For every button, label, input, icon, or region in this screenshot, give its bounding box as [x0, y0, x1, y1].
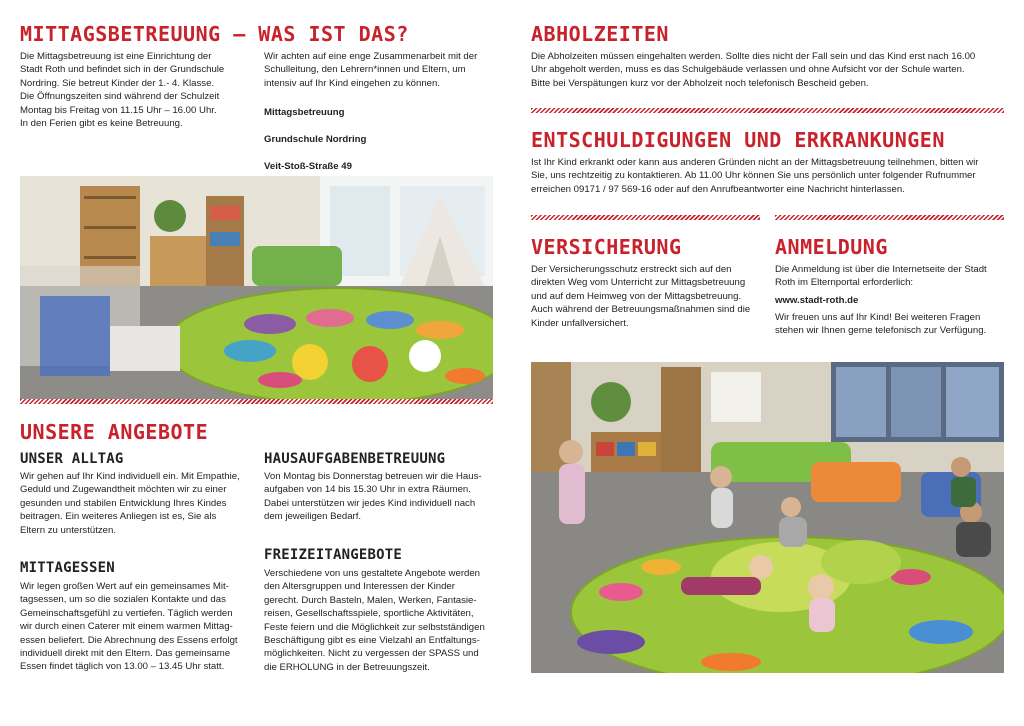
anmeldung-text-2: Wir freuen uns auf Ihr Kind! Bei weiteren Fragen stehen wir Ihnen gerne telefonisch zur Verfügung. [775, 312, 987, 337]
entschuldigungen-text: Ist Ihr Kind erkrankt oder kann aus anderen Gründen nicht an der Mittagsbetreuung teilnehmen, bitten wir Sie, uns rechtzeitig zu kontaktieren. Ab 11.00 Uhr können Sie uns persönlich unter folgender Rufnummer erreichen 09171 / 97 569-16 oder auf den Anrufbeantworter eine Nachricht hinterlassen. [531, 157, 979, 195]
abholzeiten-text: Die Abholzeiten müssen eingehalten werden. Sollte dies nicht der Fall sein und das Kind erst nach 16.00 Uhr abgeholt werden, muss es das Schulgebäude verlassen und ohne Aufsicht vor der Schule warten. Bitte bei Verspätungen kurz vor der Abholzeit noch telefonisch Bescheid geben. [531, 51, 976, 89]
freizeit-text: Verschiedene von uns gestaltete Angebote werden den Altersgruppen und Interessen der Kinder gerecht. Durch Basteln, Malen, Werken, Fantasie- reisen, Gesellschaftsspiele, sportliche Aktivitäten, Feste feiern und die Möglichkeit zur selbstständigen Beschäftigung gibt es eine Vielzahl an Entfaltungs- möglichkeiten. Nicht zu vergessen der SPASS und die ERHOLUNG in der Betreuungszeit. [264, 568, 485, 673]
divider-anmeldung [775, 215, 1004, 220]
offers-title: UNSERE ANGEBOTE [20, 420, 209, 444]
abholzeiten-title: ABHOLZEITEN [531, 22, 669, 46]
main-title: MITTAGSBETREUUNG – WAS IST DAS? [20, 22, 409, 46]
alltag-title: UNSER ALLTAG [20, 451, 124, 467]
address-street: Veit-Stoß-Straße 49 [264, 161, 352, 173]
cooperation-text: Wir achten auf eine enge Zusammenarbeit mit der Schulleitung, den Lehrern*innen und Eltern, um intensiv auf Ihr Kind eingehen zu können. [264, 51, 478, 89]
reading-corner-photo [531, 362, 1004, 673]
divider-left-photo [20, 399, 493, 404]
intro-text: Die Mittagsbetreuung ist eine Einrichtung der Stadt Roth und befindet sich in der Grundschule Nordring. Sie betreut Kinder der 1.- 4. Klasse. Die Öffnungszeiten sind während der Schulzeit Montag bis Freitag von 11.15 Uhr – 16.00 Uhr. In den Ferien gibt es keine Betreuung. [20, 51, 225, 130]
address-school: Grundschule Nordring [264, 134, 367, 146]
hausaufgaben-title: HAUSAUFGABENBETREUUNG [264, 451, 446, 467]
entschuldigungen-title: ENTSCHULDIGUNGEN UND ERKRANKUNGEN [531, 128, 945, 152]
mittagessen-text: Wir legen großen Wert auf ein gemeinsames Mit- tagsessen, um so die sozialen Kontakte und das Gemeinschaftsgefühl zu vertiefen. Täglich werden wir durch einen Caterer mit einem warmen Mittag- essen beliefert. Die Abrechnung des Essens erfolgt individuell direkt mit den Eltern. Das gemeinsame Essen findet täglich von 13.00 – 13.45 Uhr statt. [20, 581, 238, 673]
divider-abholzeiten [531, 108, 1004, 113]
freizeit-title: FREIZEITANGEBOTE [264, 547, 403, 563]
hausaufgaben-text: Von Montag bis Donnerstag betreuen wir die Haus- aufgaben von 14 bis 15.30 Uhr in extra Räumen. Dabei unterstützen wir jedes Kind individuell nach dem jeweiligen Bedarf. [264, 471, 482, 523]
classroom-photo [20, 176, 493, 399]
mittagessen-title: MITTAGESSEN [20, 560, 115, 576]
versicherung-text: Der Versicherungsschutz erstreckt sich auf den direkten Weg vom Unterricht zur Mittagsbetreuung und auf dem Heimweg von der Mittagsbetreuung. Auch während der Betreuungsmaßnahmen sind die Kinder unfallversichert. [531, 264, 751, 329]
anmeldung-title: ANMELDUNG [775, 235, 888, 259]
divider-versicherung [531, 215, 760, 220]
anmeldung-url[interactable]: www.stadt-roth.de [775, 295, 859, 306]
anmeldung-text: Die Anmeldung ist über die Internetseite der Stadt Roth im Elternportal erforderlich: [775, 264, 987, 289]
address-org: Mittagsbetreuung [264, 107, 345, 119]
versicherung-title: VERSICHERUNG [531, 235, 682, 259]
alltag-text: Wir gehen auf Ihr Kind individuell ein. Mit Empathie, Geduld und Zugewandtheit möchten wir zu einer gesunden und stabilen Entwicklung Ihres Kindes beitragen. Ein weiteres Anliegen ist es, Sie als Eltern zu unterstützen. [20, 471, 240, 536]
